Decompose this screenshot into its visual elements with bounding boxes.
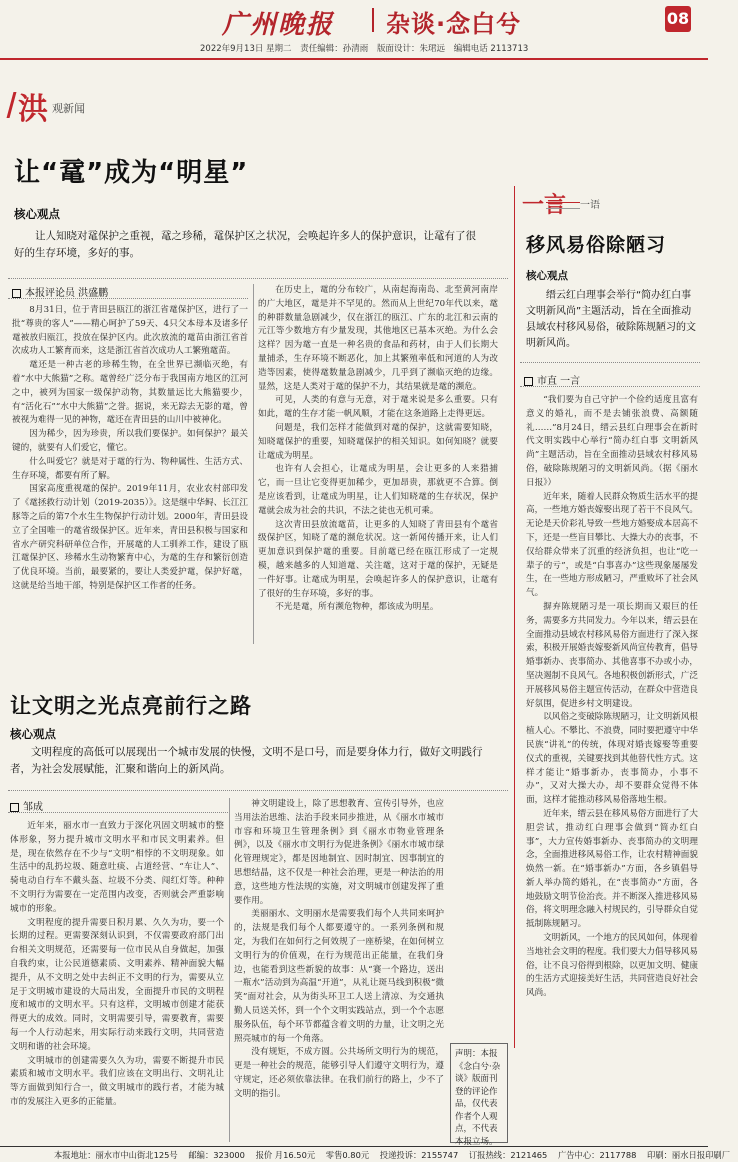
yiyan-logo-text: 一言	[522, 192, 567, 218]
paragraph: 近年来，缙云县在移风易俗方面进行了大胆尝试，推动红白理事会做到“简办红白事”，大力宣传婚事新办、丧事简办的文明理念，全面推进移风易俗工作，让农村精神面貌焕然一新。在“婚事新办”方面，各乡镇倡导新人举办简约婚礼，在“丧事简办”方面，各地鼓励文明节俭治丧。并不断深入推进移风易俗，将文明理念融入村规民约，引导群众自觉抵制陈规陋习。	[526, 808, 698, 930]
masthead-divider	[372, 8, 374, 32]
paragraph: 以风俗之变破除陈规陋习，让文明新风根植人心。不攀比、不浪费，同时要把遵守中华民族“讲礼”的传统，体现对婚丧嫁娶等重要仪式的重视，关键要找到其他替代性方式。这样才能让“婚事新办，丧事简办，小事不办”，又对大操大办，却不要群众觉得不体面，这样才能推动移风易俗落地生根。	[526, 712, 698, 806]
paragraph: 摒弃陈规陋习是一项长期而又艰巨的任务，需要多方共同发力。今年以来，缙云县在全面推动县域农村移风易俗方面进行了深入探索，积极开展婚丧嫁娶新风尚宣传教育，倡导婚事新办、丧事简办、其他喜事不办或小办，坚决遏制不良风气。各地积极创新形式，广泛开展移风易俗主题宣传活动，在群众中营造良好氛围，促进乡村文明建设。	[526, 601, 698, 709]
disclaimer-box: 声明：本报《念白兮·杂谈》版面刊登的评论作品，仅代表作者个人观点，不代表本报立场。	[450, 1043, 508, 1143]
editor-phone: 编辑电话 2113713	[453, 44, 529, 54]
article2-divider	[8, 790, 508, 791]
column-logo-text: 观新闻	[52, 102, 85, 115]
paragraph: 可见，人类的有意与无意，对于鼋来说是多么重要。只有如此，鼋的生存才能一帆风顺，才能在这条道路上走得更远。	[258, 395, 498, 420]
article2-byline-rule	[8, 812, 228, 813]
article2-column-1	[10, 820, 224, 1142]
footer-postcode: 邮编：323000	[188, 1150, 245, 1160]
paragraph: 文明新风，一个地方的民风如何，体现着当地社会文明的程度。我们要大力倡导移风易俗，让不良习俗得到根除，以更加文明、健康的生活方式迎接美好生活，共同营造良好社会风尚。	[526, 933, 698, 999]
paragraph: 不光是鼋，所有濒危物种，都该成为明星。	[275, 602, 439, 613]
footer	[54, 1149, 738, 1161]
paragraph: 因为稀少，因为珍贵，所以我们要保护。如何保护？最关键的，就要有人们爱它，懂它。	[12, 429, 248, 453]
article2-byline	[10, 798, 43, 813]
issue-date: 2022年9月13日 星期二	[200, 44, 292, 54]
footer-subscribe: 订报热线：2121465	[468, 1150, 548, 1160]
editor: 责任编辑：孙清雨	[300, 44, 369, 54]
right-article-body	[526, 394, 698, 1142]
yiyan-logo	[522, 188, 612, 218]
article2-author: 邹成	[23, 802, 43, 813]
right-article-core-label: 核心观点	[526, 270, 568, 282]
paragraph: 没有规矩，不成方圆。公共场所文明行为的规范，更是一种社会的规范，能够引导人们遵守文明行为，遵守规定，还必须依靠法律。在我们前行的路上，少不了文明的指引。	[234, 1047, 444, 1099]
footer-retail: 零售0.80元	[325, 1150, 370, 1160]
article2-title: 让文明之光点亮前行之路	[10, 694, 252, 718]
masthead-rule	[0, 58, 708, 60]
paragraph: 鼋还是一种古老的珍稀生物，在全世界已濒临灭绝，有着“水中大熊猫”之称。鼋曾经广泛分布于我国南方地区的江河之中，被列为国家一级保护动物，其数量远比大熊猫要少，有“活化石”“水中大熊猫”之誉。据说，来无踪去无影的鼋，曾被视为难得一见的神物，鼋还在青田县的山川中被神化。	[12, 360, 248, 426]
paragraph: 8月31日，位于青田县瓯江的浙江省鼋保护区，进行了一批“尊贵的客人”——精心呵护了59天、4只父本母本及诸多仔鼋被放归瓯江，投放在保护区内。此次放流的鼋苗由浙江省首次成功人工繁育而来，这是浙江省首次成功人工繁殖鼋苗。	[12, 305, 248, 357]
paragraph: 在历史上，鼋的分布较广，从南起海南岛、北至黄河南岸的广大地区，鼋是并不罕见的。然而从上世纪70年代以来，鼋的种群数量急剧减少，仅在浙江的瓯江、广东的北江和云南的元江等少数地方有少量发现，其他地区已基本灭绝。为什么会这样？因为鼋一直是一种名贵的食品和药材，由于人们长期大量捕杀，生存环境不断恶化，加上其繁殖率低和河道的人为改造等因素，使得鼋数量急剧减少，几乎到了濒临灭绝的边缘。显然，这是人类对于鼋的保护不力，其结果就是鼋的濒危。	[258, 285, 498, 392]
article1-author: 本报评论员 洪盛鹏	[25, 288, 109, 299]
article2-column-rule	[229, 798, 230, 1142]
masthead-meta	[200, 42, 534, 54]
article1-abstract: 让人知晓对鼋保护之重视，鼋之珍稀，鼋保护区之状况，会唤起许多人的保护意识，让鼋有了很好的生存环境，多好的事。	[14, 230, 476, 259]
paragraph: “我们要为自己守护一个俭约适度且富有意义的婚礼，而不是去铺张浪费、高额随礼……”8月24日，缙云县红白理事会在新时代文明实践中心举行“简办红白事 文明新风尚”主题活动，旨在全面推动县域农村移风易俗，破除陈规陋习的文明新风尚。（据《丽水日报》）	[526, 395, 698, 488]
paragraph: 神文明建设上，除了思想教育、宣传引导外，也应当用法治思维、法治手段来同步推进，从《丽水市城市市容和环境卫生管理条例》到《丽水市物业管理条例》，以及《丽水市文明行为促进条例》《丽水市城市绿化管理规定》，都是因地制宜、因时制宜、因事制宜的思想结晶，这不仅是一种社会治理，更是一种法治的用意，这些地方性法规的实施，对文明城市创建发挥了重要作用。	[234, 799, 444, 906]
article2-core-label: 核心观点	[10, 727, 56, 741]
yiyan-logo-subtext: 一语	[580, 200, 600, 211]
paragraph: 文明城市的创建需要久久为功，需要不断提升市民素质和城市文明水平。我们应该在文明出行、文明礼让等方面做到知行合一，做文明城市的践行者，才能为城市的发展注入更多的正能量。	[10, 1055, 224, 1107]
footer-ads: 广告中心：2117788	[557, 1150, 637, 1160]
article1-title: 让“鼋”成为“明星”	[14, 158, 249, 188]
footer-complaint: 投递投诉：2155747	[379, 1150, 459, 1160]
footer-address: 本报地址：丽水市中山街北125号	[54, 1150, 178, 1160]
designer: 版面设计：朱珺远	[376, 44, 445, 54]
footer-price: 报价 月16.50元	[255, 1150, 316, 1160]
paragraph: 近年来，丽水市一直致力于深化巩固文明城市的整体形象，努力提升城市文明水平和市民文明素养。但是，现在依然存在不少与“文明”相悖的不文明现象。如生活中的乱扔垃圾、随意吐痰、占道经营、“车让人”、骑电动自行车不戴头盔、垃圾不分类、闯红灯等。种种不文明行为需要在一定范围内改变，否则就会严重影响城市的形象。	[10, 821, 224, 914]
paragraph: 这次青田县放流鼋苗，让更多的人知晓了青田县有个鼋省级保护区，知晓了鼋的濒危状况。这一新闻传播开来，让人们更加意识到保护鼋的重要。目前鼋已经在瓯江形成了一定规模，越来越多的人知道鼋、关注鼋，这对于鼋的保护，无疑是一件好事。让鼋成为明星，会唤起许多人的保护意识，让鼋有了很好的生存环境，多好的事。	[258, 519, 498, 599]
article1-core-label: 核心观点	[14, 207, 60, 221]
newspaper-brand: 广州晚报	[222, 10, 335, 40]
byline-square-icon	[12, 289, 21, 298]
right-article-title: 移风易俗除陋习	[526, 234, 667, 256]
column-logo-character: 洪	[18, 92, 48, 127]
paragraph: 文明程度的提升需要日积月累、久久为功，要一个长期的过程。更需要深刻认识到，不仅需要政府部门出台相关文明规范，还需要每一位市民从自身做起，加强自我约束，让公民道德素质、文明素养、精神面貌大幅提升，从不文明之处中去纠正不文明的行为，需要从立足于文明城市建设的大局出发，全面提升市民的文明程度和城市的文明水平。只有这样，文明城市创建才能获得更大的成效。同时，文明需要引导，需要教育，需要每一个人行动起来，用实际行动来践行文明，共同营造文明和谐的社会环境。	[10, 917, 224, 1052]
article2-abstract: 文明程度的高低可以展现出一个城市发展的快慢，文明不是口号，而是要身体力行，做好文明践行者，为社会发展赋能，汇聚和谐向上的新风尚。	[10, 746, 483, 775]
article1-column-2	[258, 284, 498, 646]
column-logo	[10, 84, 90, 127]
paragraph: 也许有人会担心，让鼋成为明星，会让更多的人来猎捕它，而一旦让它变得更加稀少，更加昂贵，那就更不合算。倒是应该看到，让鼋成为明星，让人们知晓鼋的生存状况，保护鼋就会成为社会的共识，不法之徒也无机可乘。	[258, 464, 498, 516]
paragraph: 什么叫爱它？就是对于鼋的行为、物种属性、生活方式、生存环境，都要有所了解。	[12, 456, 248, 481]
page-number-badge: 08	[665, 6, 691, 32]
right-article-byline	[524, 372, 580, 387]
paragraph: 近年来，随着人民群众物质生活水平的提高，一些地方婚丧嫁娶出现了若干不良风气。无论是天价彩礼导致一些地方婚娶成本居高不下，还是一些盲目攀比、大操大办的丧事，不仅给群众带来了沉重的经济负担，也让“吃一辈子的亏”，或是“白事喜办”这些现象屡屡发生，在一些地方形成陋习，严重败坏了社会风气。	[526, 491, 698, 599]
right-article-author: 市直 一言	[537, 376, 581, 387]
logo-line	[546, 202, 580, 203]
byline-square-icon	[10, 803, 19, 812]
right-article-abstract: 缙云红白理事会举行“简办红白事文明新风尚”主题活动，旨在全面推动县域农村移风易俗，破除陈规陋习的文明新风尚。	[526, 290, 696, 349]
right-article-divider	[520, 362, 700, 363]
logo-line	[546, 208, 580, 209]
paragraph: 美丽丽水、文明丽水是需要我们每个人共同来呵护的，法规是我们每个人都要遵守的。一系列条例和规定，为我们在如何行之何效规了一座桥梁，在如何树立文明行为的价值观，在行为规范出正能量，在我们身边，也能看到这些新貌的故事：从“赛一个路边，送出一瓶水”活动到为高温“开道”，从礼让斑马线到积极“微笑”面对社会，从为街头环卫工人送上清凉、为交通执勤人员送关怀，到一个个文明实践站点，到一个个志愿服务队伍，每个环节都蕴含着文明的力量，让文明之光照亮城市的每一个角落。	[234, 909, 444, 1044]
footer-printer: 印刷：丽水日报印刷厂	[647, 1150, 731, 1160]
article2-column-2	[234, 798, 444, 1142]
paragraph: 问题是，我们怎样才能做到对鼋的保护，这就需要知晓，知晓鼋保护的重要，知晓鼋保护的相关知识。如何知晓？就要让鼋成为明星。	[258, 422, 498, 461]
footer-rule	[0, 1146, 708, 1147]
article1-divider	[8, 278, 508, 279]
right-article-byline-rule	[520, 386, 700, 387]
paragraph: 国家高度重视鼋的保护。2019年11月，农业农村部印发了《鼋拯救行动计划（2019-2035）》。这是继中华鲟、长江江豚等之后的第7个水生生物保护行动计划。2000年，青田县设立了全国唯一的鼋省级保护区。近年来，青田县积极与国家和省水产研究科研单位合作，开展鼋的人工驯养工作，建设了瓯江鼋保护区、珍稀水生动物繁育中心，为鼋的生存和繁衍创造了优良环境。当前，最要紧的，要让人类爱护鼋，保护好鼋，这就是给当地干部，特别是保护区工作者的任务。	[12, 484, 248, 591]
article1-column-rule	[253, 284, 254, 644]
article1-byline-rule	[8, 298, 248, 299]
byline-square-icon	[524, 377, 533, 386]
article1-byline	[12, 284, 108, 299]
section-title: 杂谈·念白兮	[386, 10, 522, 38]
masthead	[0, 0, 708, 62]
article1-column-1	[12, 304, 248, 646]
